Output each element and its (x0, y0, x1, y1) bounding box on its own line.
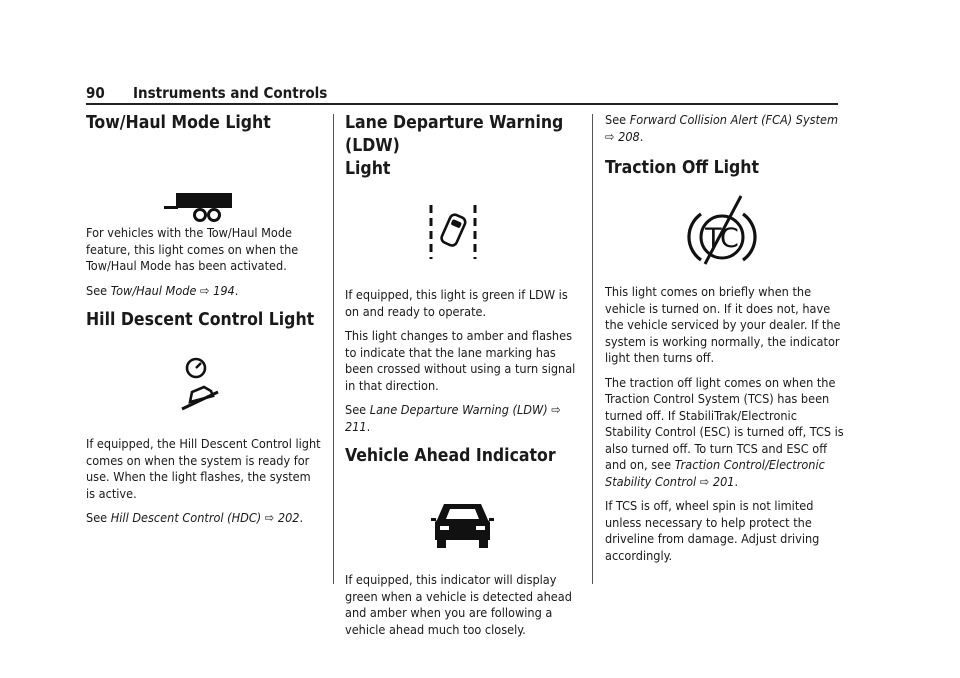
tow-haul-page[interactable]: 194 (213, 282, 235, 298)
page-ref-arrow-icon: ⇨ (264, 510, 275, 525)
ldw-description-2: This light changes to amber and flashes to indicate that the lane marking has been crossed without using a turn signal in that direction. (345, 328, 576, 393)
lane-departure-icon (345, 181, 581, 287)
column-2 (345, 112, 581, 646)
column-3 (605, 112, 845, 572)
page-header (86, 82, 838, 104)
traction-off-heading: Traction Off Light (605, 158, 760, 178)
hill-descent-description: If equipped, the Hill Descent Control light comes on when the system is ready for use. When the light flashes, the system is active. (86, 436, 321, 501)
hill-descent-reference: See Hill Descent Control (HDC) ⇨ 202. (86, 510, 304, 525)
vehicle-ahead-icon (345, 468, 581, 572)
vehicle-ahead-description: If equipped, this indicator will display green when a vehicle is detected ahead and amber when you are following a vehicle ahead much too closely. (345, 572, 572, 637)
page-ref-arrow-icon: ⇨ (699, 473, 710, 489)
header-rule (86, 103, 838, 105)
tow-haul-heading: Tow/Haul Mode Light (86, 113, 271, 133)
traction-control-page[interactable]: 201 (712, 473, 735, 489)
hill-descent-page[interactable]: 202 (277, 510, 300, 525)
hill-descent-link[interactable]: Hill Descent Control (HDC) (110, 510, 262, 525)
trailer-icon (86, 135, 322, 225)
traction-off-description-1: This light comes on briefly when the vehicle is turned on. If it does not, have the vehicle serviced by your dealer. If the system is working normally, the indicator light then turns off. (605, 284, 841, 365)
ldw-page[interactable]: 211 (345, 418, 367, 434)
traction-off-description-2: The traction off light comes on when the Traction Control System (TCS) has been turned off. If StabiliTrak/Electronic Stability Control (ESC) is turned off, TCS is also turned off. To turn TCS and ESC off and on, see Traction Control/Electronic Stability Control ⇨ 201. (605, 374, 844, 489)
tow-haul-description: For vehicles with the Tow/Haul Mode feature, this light comes on when the Tow/Haul Mode has been activated. (86, 225, 299, 273)
tow-haul-link[interactable]: Tow/Haul Mode (110, 282, 197, 298)
hill-descent-icon (86, 332, 322, 436)
ldw-link[interactable]: Lane Departure Warning (LDW) (369, 402, 548, 417)
traction-off-icon (605, 180, 845, 284)
tow-haul-reference: See Tow/Haul Mode ⇨ 194. (86, 282, 239, 298)
column-1 (86, 112, 322, 535)
page-ref-arrow-icon: ⇨ (605, 128, 615, 144)
fca-page[interactable]: 208 (618, 128, 640, 144)
ldw-heading: Lane Departure Warning (LDW) Light (345, 113, 564, 179)
traction-control-link[interactable]: Traction Control/Electronic Stability Control (605, 457, 825, 489)
page-ref-arrow-icon: ⇨ (200, 282, 210, 298)
ldw-description-1: If equipped, this light is green if LDW is on and ready to operate. (345, 287, 568, 319)
section-title: Instruments and Controls (133, 84, 328, 102)
column-divider (333, 114, 334, 584)
column-divider (592, 114, 593, 584)
fca-reference: See Forward Collision Alert (FCA) System ⇨ 208. (605, 112, 839, 144)
ldw-reference: See Lane Departure Warning (LDW) ⇨ 211. (345, 402, 561, 434)
hill-descent-heading: Hill Descent Control Light (86, 310, 315, 330)
page-number: 90 (86, 84, 105, 102)
tc-label: TC (705, 223, 739, 254)
fca-link[interactable]: Forward Collision Alert (FCA) System (629, 112, 839, 127)
page-ref-arrow-icon: ⇨ (551, 402, 561, 417)
traction-off-description-3: If TCS is off, wheel spin is not limited unless necessary to help protect the driveline from damage. Adjust driving accordingly. (605, 498, 820, 563)
vehicle-ahead-heading: Vehicle Ahead Indicator (345, 446, 556, 466)
